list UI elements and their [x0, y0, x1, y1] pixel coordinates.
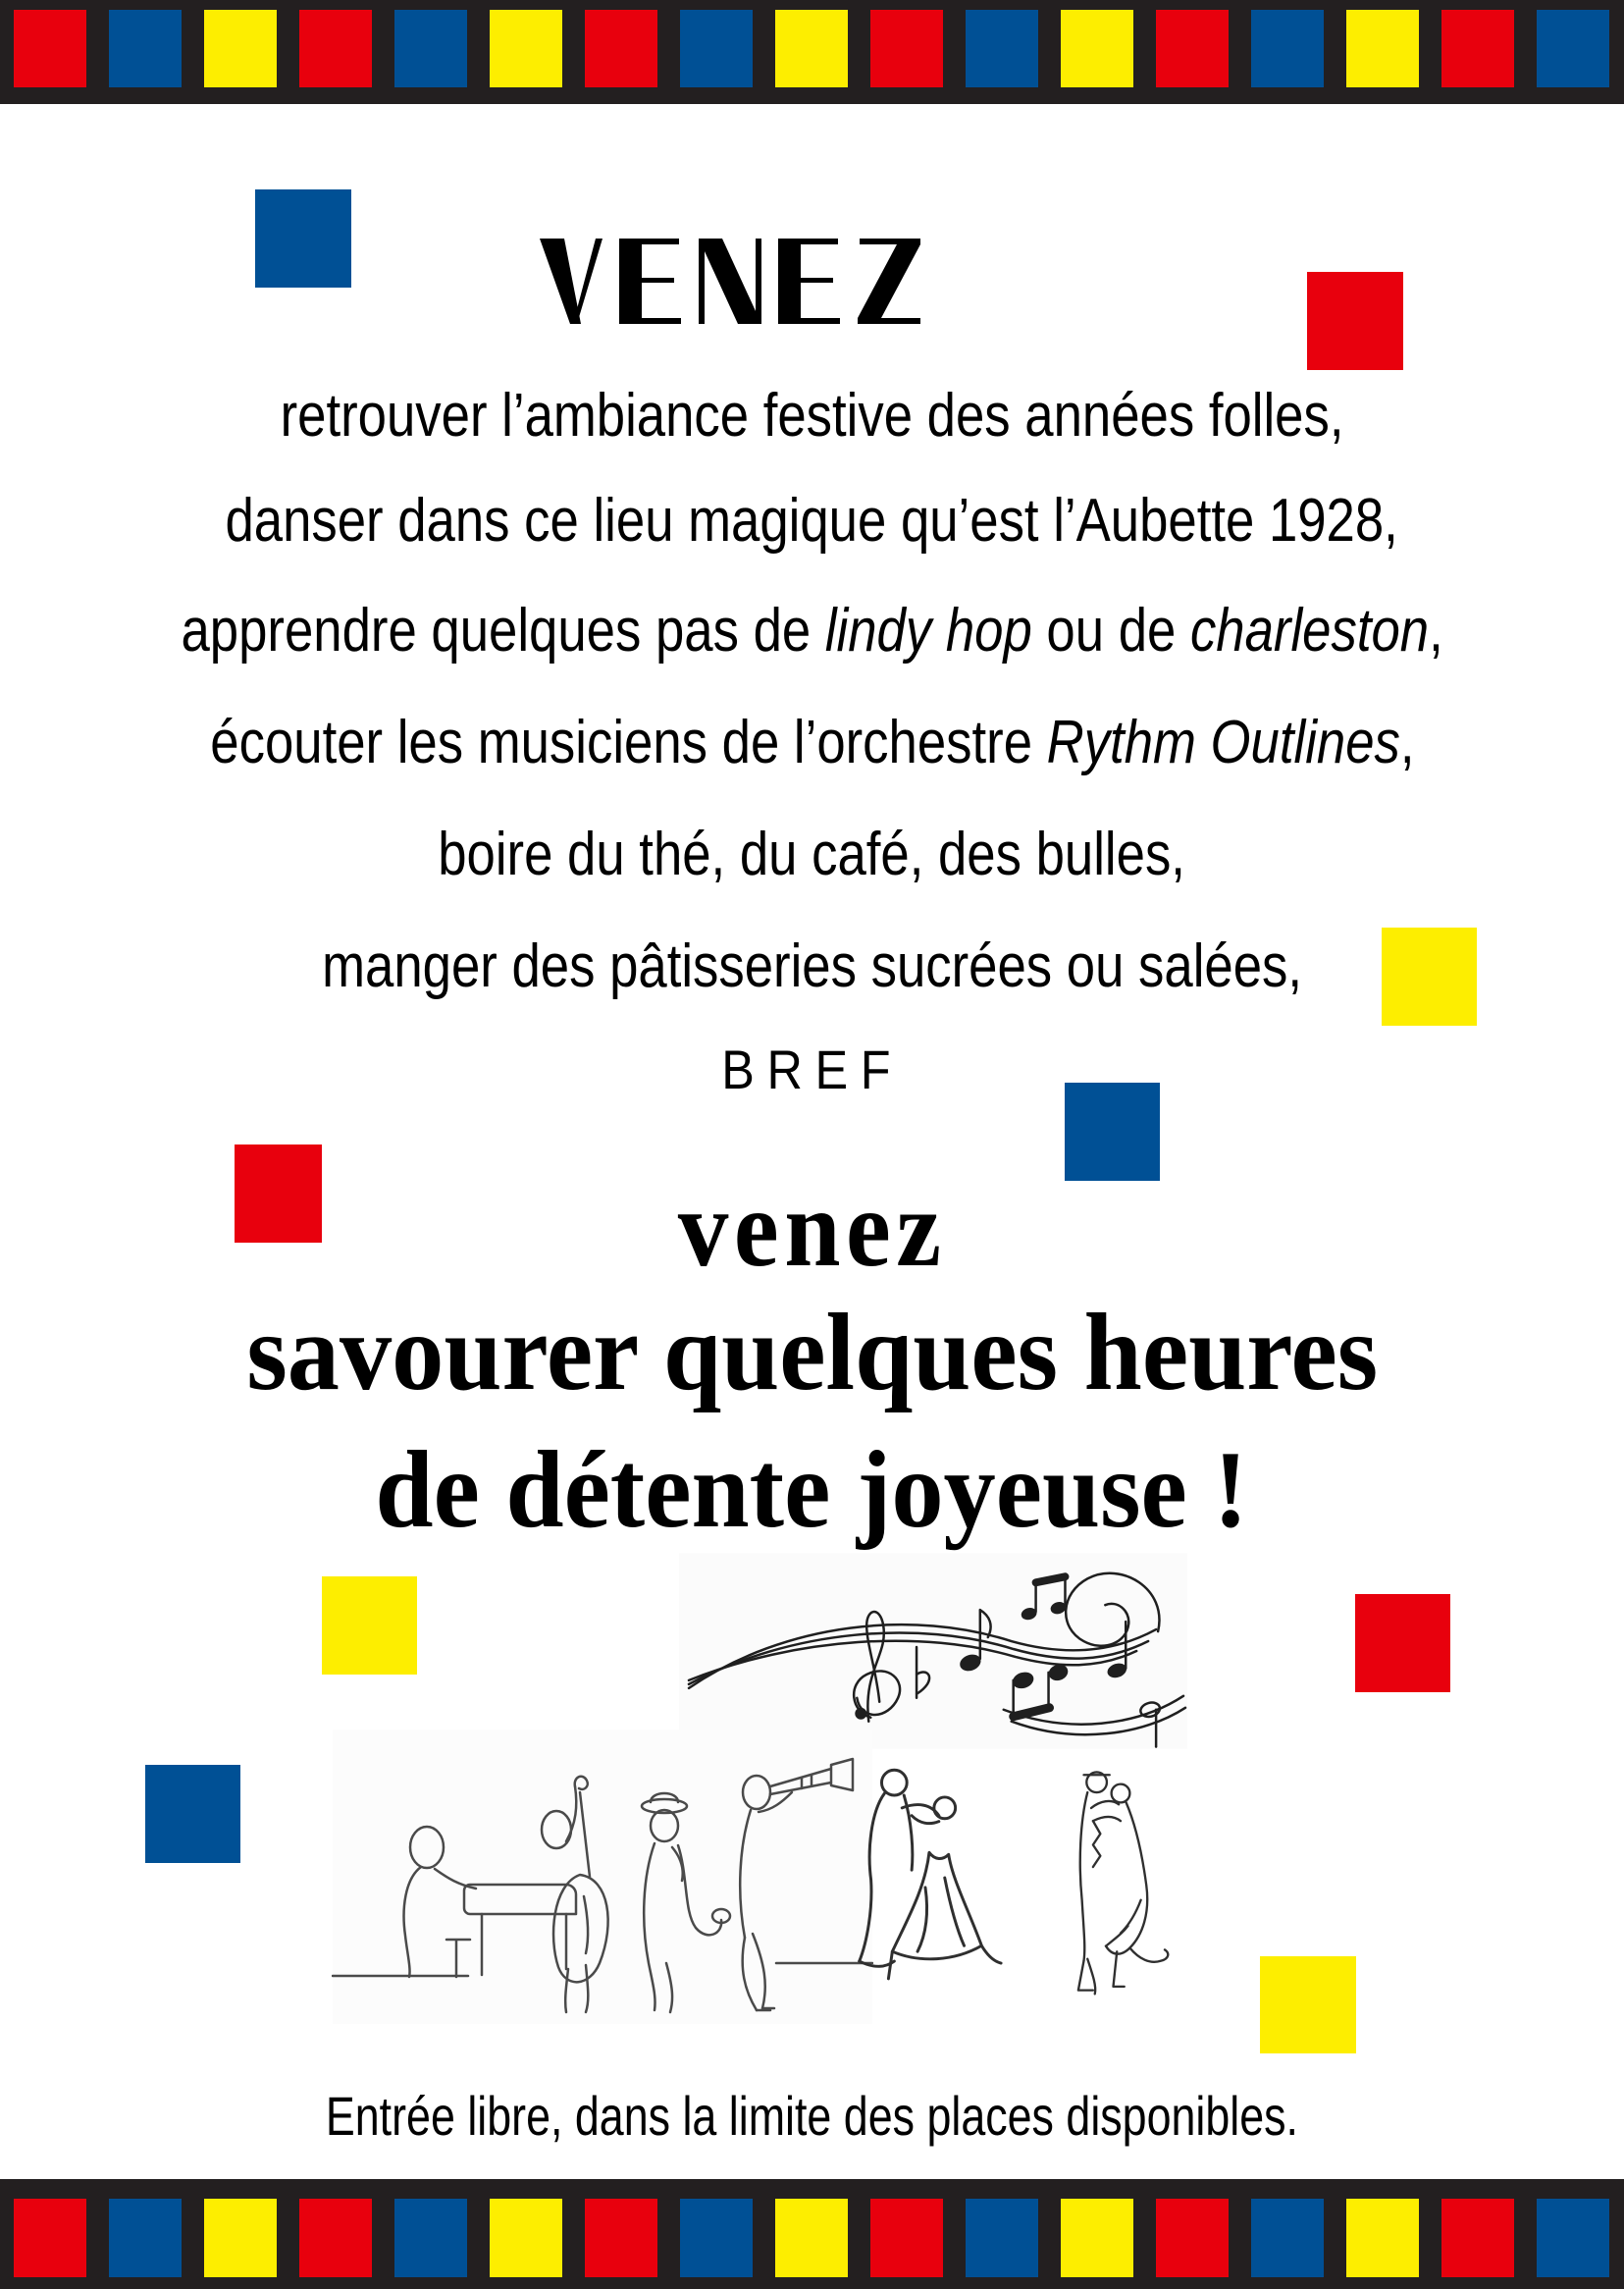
- dress: [1106, 1802, 1147, 1953]
- border-square-red: [1441, 2199, 1514, 2277]
- border-square-blue: [680, 10, 753, 87]
- border-square-blue: [394, 2199, 467, 2277]
- border-square-yellow: [1346, 10, 1419, 87]
- intro-line-6: manger des pâtisseries sucrées ou salées,: [322, 932, 1302, 1000]
- letter-E: [619, 239, 681, 324]
- border-square-blue: [394, 10, 467, 87]
- decor-square-red-1: [1307, 272, 1403, 370]
- border-square-red: [870, 10, 943, 87]
- dancer-woman-head: [934, 1797, 956, 1819]
- border-square-red: [299, 10, 372, 87]
- intro-line-3: apprendre quelques pas de lindy hop ou de charleston,: [181, 597, 1443, 665]
- dress: [892, 1852, 981, 1958]
- border-square-red: [14, 2199, 86, 2277]
- emphasis-line-detente: de détente joyeuse !: [375, 1429, 1249, 1551]
- emphasis-line-venez: venez: [677, 1168, 947, 1290]
- footer-note: Entrée libre, dans la limite des places disponibles.: [325, 2085, 1299, 2147]
- border-square-red: [1441, 10, 1514, 87]
- border-square-blue: [109, 2199, 182, 2277]
- bottom-border-squares: [0, 2199, 1624, 2277]
- intro-line-1: retrouver l’ambiance festive des années folles,: [280, 382, 1344, 450]
- dancer-woman-head: [1112, 1784, 1130, 1803]
- emphasis-line-savourer: savourer quelques heures: [246, 1292, 1378, 1413]
- intro-line-4: écouter les musiciens de l’orchestre Rythm Outlines,: [209, 709, 1415, 776]
- waltz-couple-illustration: [836, 1760, 1011, 2000]
- letter-N: [699, 239, 761, 324]
- border-square-blue: [966, 2199, 1038, 2277]
- letter-E: [778, 239, 840, 324]
- border-square-yellow: [1061, 2199, 1133, 2277]
- border-square-blue: [1537, 2199, 1609, 2277]
- border-square-red: [585, 2199, 657, 2277]
- intro-line-5: boire du thé, du café, des bulles,: [438, 821, 1186, 888]
- decor-square-red-3: [1355, 1594, 1450, 1692]
- tango-couple-illustration: [1032, 1755, 1179, 2008]
- border-square-blue: [109, 10, 182, 87]
- bottom-border: [0, 2179, 1624, 2289]
- top-border-squares: [0, 10, 1624, 87]
- jazz-band-illustration: [332, 1730, 873, 2024]
- bref-line: BREF: [721, 1038, 903, 1100]
- decor-square-yellow-2: [322, 1576, 417, 1675]
- border-square-yellow: [775, 10, 848, 87]
- music-notes-illustration: [679, 1553, 1187, 1749]
- letter-V: [540, 239, 602, 324]
- border-square-red: [299, 2199, 372, 2277]
- border-square-yellow: [1346, 2199, 1419, 2277]
- letter-Z: [858, 239, 920, 324]
- title-venez-deco-lettering: [540, 239, 920, 324]
- border-square-red: [1156, 2199, 1229, 2277]
- border-square-blue: [966, 10, 1038, 87]
- border-square-blue: [1251, 10, 1324, 87]
- decor-square-blue-1: [255, 189, 351, 288]
- decor-square-yellow-3: [1260, 1956, 1356, 2053]
- border-square-yellow: [1061, 10, 1133, 87]
- intro-line-2: danser dans ce lieu magique qu’est l’Aubette 1928,: [225, 487, 1399, 555]
- border-square-red: [870, 2199, 943, 2277]
- border-square-red: [1156, 10, 1229, 87]
- border-square-yellow: [775, 2199, 848, 2277]
- decor-square-blue-2: [1065, 1083, 1160, 1181]
- border-square-yellow: [204, 2199, 277, 2277]
- border-square-yellow: [490, 2199, 562, 2277]
- top-border: [0, 0, 1624, 104]
- dancer-man-head: [881, 1770, 907, 1795]
- border-square-yellow: [204, 10, 277, 87]
- shirt-detail: [1093, 1821, 1101, 1867]
- border-square-blue: [1537, 10, 1609, 87]
- border-square-blue: [1251, 2199, 1324, 2277]
- border-square-red: [585, 10, 657, 87]
- border-square-yellow: [490, 10, 562, 87]
- border-square-red: [14, 10, 86, 87]
- border-square-blue: [680, 2199, 753, 2277]
- decor-square-blue-3: [145, 1765, 240, 1863]
